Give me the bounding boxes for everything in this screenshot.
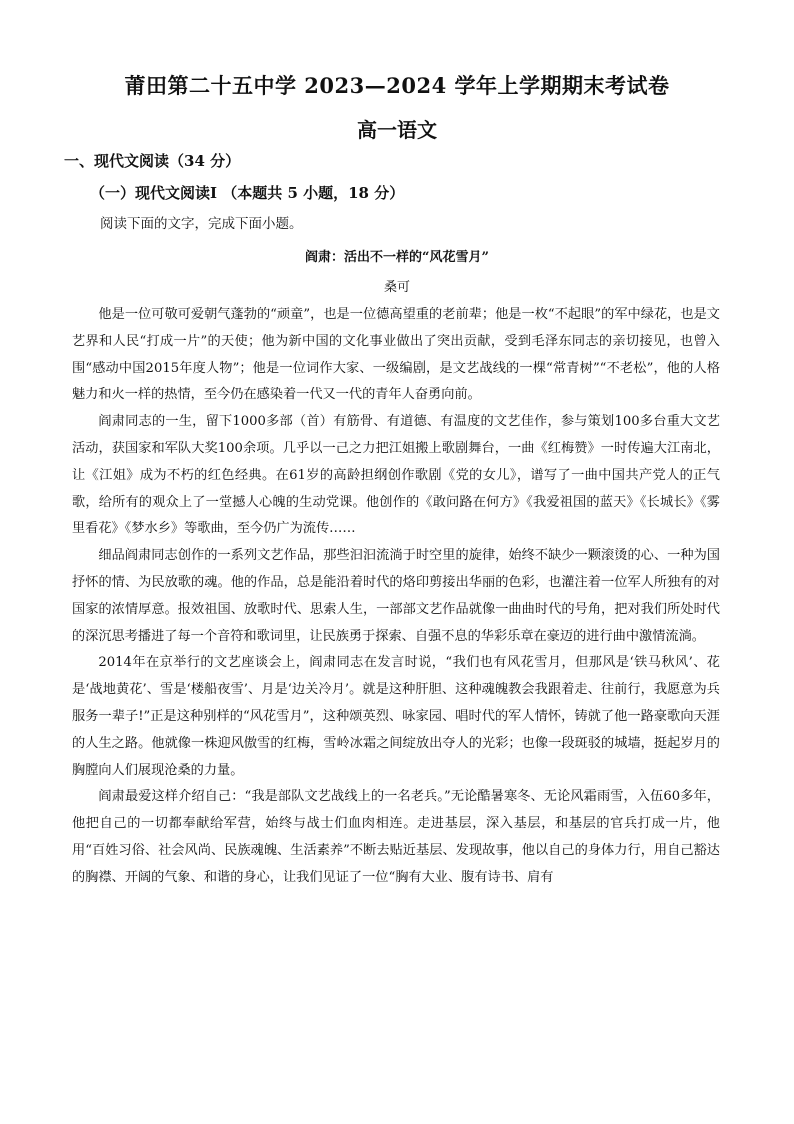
exam-title: 莆田第二十五中学 2023—2024 学年上学期期末考试卷 — [124, 73, 670, 98]
reading-instruction: 阅读下面的文字，完成下面小题。 — [100, 216, 303, 232]
exam-subject: 高一语文 — [357, 118, 437, 142]
article-body — [72, 302, 720, 892]
subsection-heading: （一）现代文阅读Ⅰ （本题共 5 小题，18 分） — [90, 184, 405, 202]
article-paragraph: 他是一位可敬可爱朝气蓬勃的“顽童”，也是一位德高望重的老前辈；他是一枚“不起眼”的军中绿花，也是文艺界和人民“打成一片”的天使；他为新中国的文化事业做出了突出贡献，受到毛泽东同志的亲切接见，也曾入围“感动中国2015年度人物”；他是一位词作大家、一级编剧，是文艺战线的一棵“常青树”“不老松”，他的人格魅力和火一样的热情，至今仍在感染着一代又一代的青年人奋勇向前。 — [72, 307, 720, 403]
article-paragraph: 2014年在京举行的文艺座谈会上，阎肃同志在发言时说，“我们也有风花雪月，但那风是‘铁马秋风’、花是‘战地黄花’、雪是‘楼船夜雪’、月是‘边关冷月’。就是这种肝胆、这种魂魄教会我跟着走、往前行，我愿意为兵服务一辈子!”正是这种别样的“风花雪月”，这种颂英烈、咏家园、唱时代的军人情怀，铸就了他一路豪歌向天涯的人生之路。他就像一株迎风傲雪的红梅，雪岭冰霜之间绽放出夺人的光彩；也像一段斑驳的城墙，挺起岁月的胸膛向人们展现沧桑的力量。 — [72, 655, 720, 778]
article-paragraph: 细品阎肃同志创作的一系列文艺作品，那些汩汩流淌于时空里的旋律，始终不缺少一颗滚烫的心、一种为国抒怀的情、为民放歌的魂。他的作品，总是能沿着时代的烙印剪接出华丽的色彩，也灌注着一位军人所独有的对国家的浓情厚意。报效祖国、放歌时代、思索人生，一部部文艺作品就像一曲曲时代的号角，把对我们所处时代的深沉思考播进了每一个音符和歌词里，让民族勇于探索、自强不息的华彩乐章在豪迈的进行曲中激情流淌。 — [72, 548, 720, 644]
article-paragraph: 阎肃最爱这样介绍自己：“我是部队文艺战线上的一名老兵。”无论酷暑寒冬、无论风霜雨雪，入伍60多年，他把自己的一切都奉献给军营，始终与战士们血肉相连。走进基层，深入基层，和基层的官兵打成一片，他用“百姓习俗、社会风尚、民族魂魄、生活素养”不断去贴近基层、发现故事，他以自己的身体力行，用自己豁达的胸襟、开阔的气象、和谐的身心，让我们见证了一位“胸有大业、腹有诗书、肩有 — [72, 789, 720, 885]
section-heading: 一、现代文阅读（34 分） — [64, 152, 241, 170]
article-author: 桑可 — [383, 280, 410, 295]
article-paragraph: 阎肃同志的一生，留下1000多部（首）有筋骨、有道德、有温度的文艺佳作，参与策划100多台重大文艺活动，获国家和军队大奖100余项。几乎以一己之力把江姐搬上歌剧舞台，一曲《红梅赞》一时传遍大江南北，让《江姐》成为不朽的红色经典。在61岁的高龄担纲创作歌剧《党的女儿》，谱写了一曲中国共产党人的正气歌，给所有的观众上了一堂撼人心魄的生动党课。他创作的《敢问路在何方》《我爱祖国的蓝天》《长城长》《雾里看花》《梦水乡》等歌曲，至今仍广为流传…… — [72, 414, 720, 537]
article-title: 阎肃：活出不一样的“风花雪月” — [305, 250, 489, 265]
